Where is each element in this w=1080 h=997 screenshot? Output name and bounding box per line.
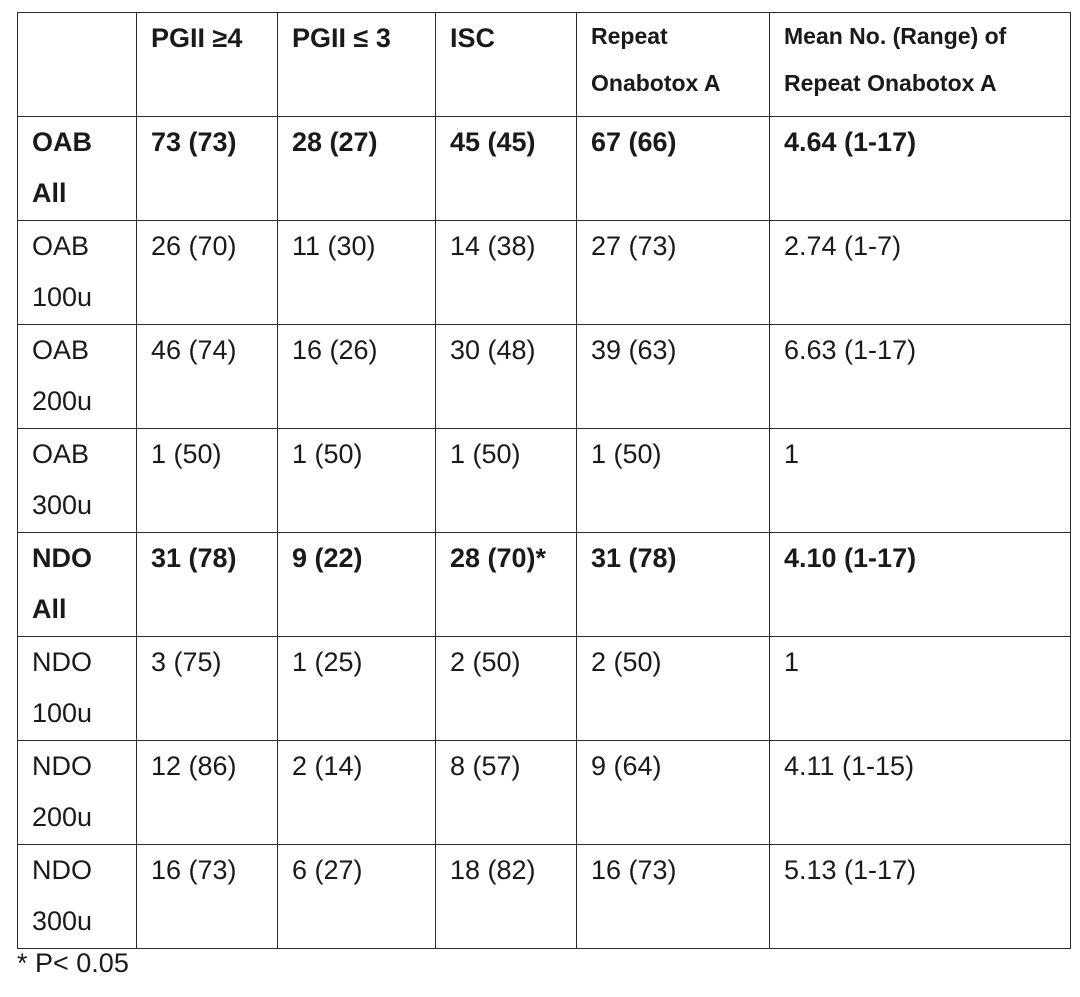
table-cell: 2 (14) [278,741,436,845]
table-body [18,117,1071,949]
row-sub-label: 300u [32,906,93,936]
row-group-label: OAB [32,231,90,261]
row-label-cell [18,533,137,637]
row-group-label: NDO [32,647,92,677]
table-cell: 1 (50) [137,429,278,533]
table-cell: 1 (50) [436,429,577,533]
table-cell: 45 (45) [436,117,577,221]
row-sub-label: 200u [32,386,93,416]
table-cell: 46 (74) [137,325,278,429]
header-cell-repeat: Repeat Onabotox A [577,13,770,117]
table-cell: 2 (50) [436,637,577,741]
table-cell: 4.10 (1-17) [770,533,1071,637]
table-cell: 4.11 (1-15) [770,741,1071,845]
table-row [18,533,1071,637]
table-cell: 16 (26) [278,325,436,429]
table-cell: 1 (50) [577,429,770,533]
table-cell: 5.13 (1-17) [770,845,1071,949]
row-sub-label: 200u [32,802,93,832]
table-row [18,741,1071,845]
row-label-cell [18,117,137,221]
row-label-cell [18,741,137,845]
table-cell: 11 (30) [278,221,436,325]
table-cell: 6.63 (1-17) [770,325,1071,429]
table-cell: 12 (86) [137,741,278,845]
table-cell: 6 (27) [278,845,436,949]
table-cell: 16 (73) [577,845,770,949]
table-row [18,429,1071,533]
table-cell: 27 (73) [577,221,770,325]
table-cell: 2.74 (1-7) [770,221,1071,325]
table-cell: 28 (70)* [436,533,577,637]
table-cell: 9 (22) [278,533,436,637]
table-cell: 1 [770,637,1071,741]
table-cell: 1 (50) [278,429,436,533]
table-cell: 73 (73) [137,117,278,221]
table-cell: 31 (78) [577,533,770,637]
row-sub-label: 300u [32,490,93,520]
table-row [18,221,1071,325]
row-label-cell [18,637,137,741]
table-cell: 26 (70) [137,221,278,325]
row-sub-label: All [32,178,67,208]
results-table [17,12,1071,949]
table-cell: 2 (50) [577,637,770,741]
table-row [18,637,1071,741]
table-cell: 16 (73) [137,845,278,949]
table-cell: 28 (27) [278,117,436,221]
row-label-cell [18,429,137,533]
table-cell: 30 (48) [436,325,577,429]
table-row [18,117,1071,221]
table-cell: 1 [770,429,1071,533]
table-cell: 1 (25) [278,637,436,741]
header-cell-mean-range: Mean No. (Range) of Repeat Onabotox A [770,13,1071,117]
table-cell: 4.64 (1-17) [770,117,1071,221]
row-group-label: OAB [32,127,92,157]
header-cell-pgii-low: PGII ≤ 3 [278,13,436,117]
row-group-label: OAB [32,439,90,469]
row-label-cell [18,325,137,429]
table-cell: 39 (63) [577,325,770,429]
header-cell-isc: ISC [436,13,577,117]
table-cell: 31 (78) [137,533,278,637]
row-sub-label: All [32,594,67,624]
row-group-label: OAB [32,335,90,365]
table-row [18,325,1071,429]
header-cell-empty [18,13,137,117]
table-row [18,845,1071,949]
row-sub-label: 100u [32,282,93,312]
table-cell: 3 (75) [137,637,278,741]
row-label-cell [18,845,137,949]
row-group-label: NDO [32,543,92,573]
header-cell-pgii-high: PGII ≥4 [137,13,278,117]
footnote: * P< 0.05 [17,948,129,978]
table-cell: 67 (66) [577,117,770,221]
table-header-row [18,13,1071,117]
table-cell: 14 (38) [436,221,577,325]
table-cell: 9 (64) [577,741,770,845]
table-cell: 18 (82) [436,845,577,949]
row-sub-label: 100u [32,698,93,728]
row-label-cell [18,221,137,325]
table-cell: 8 (57) [436,741,577,845]
row-group-label: NDO [32,751,92,781]
row-group-label: NDO [32,855,92,885]
